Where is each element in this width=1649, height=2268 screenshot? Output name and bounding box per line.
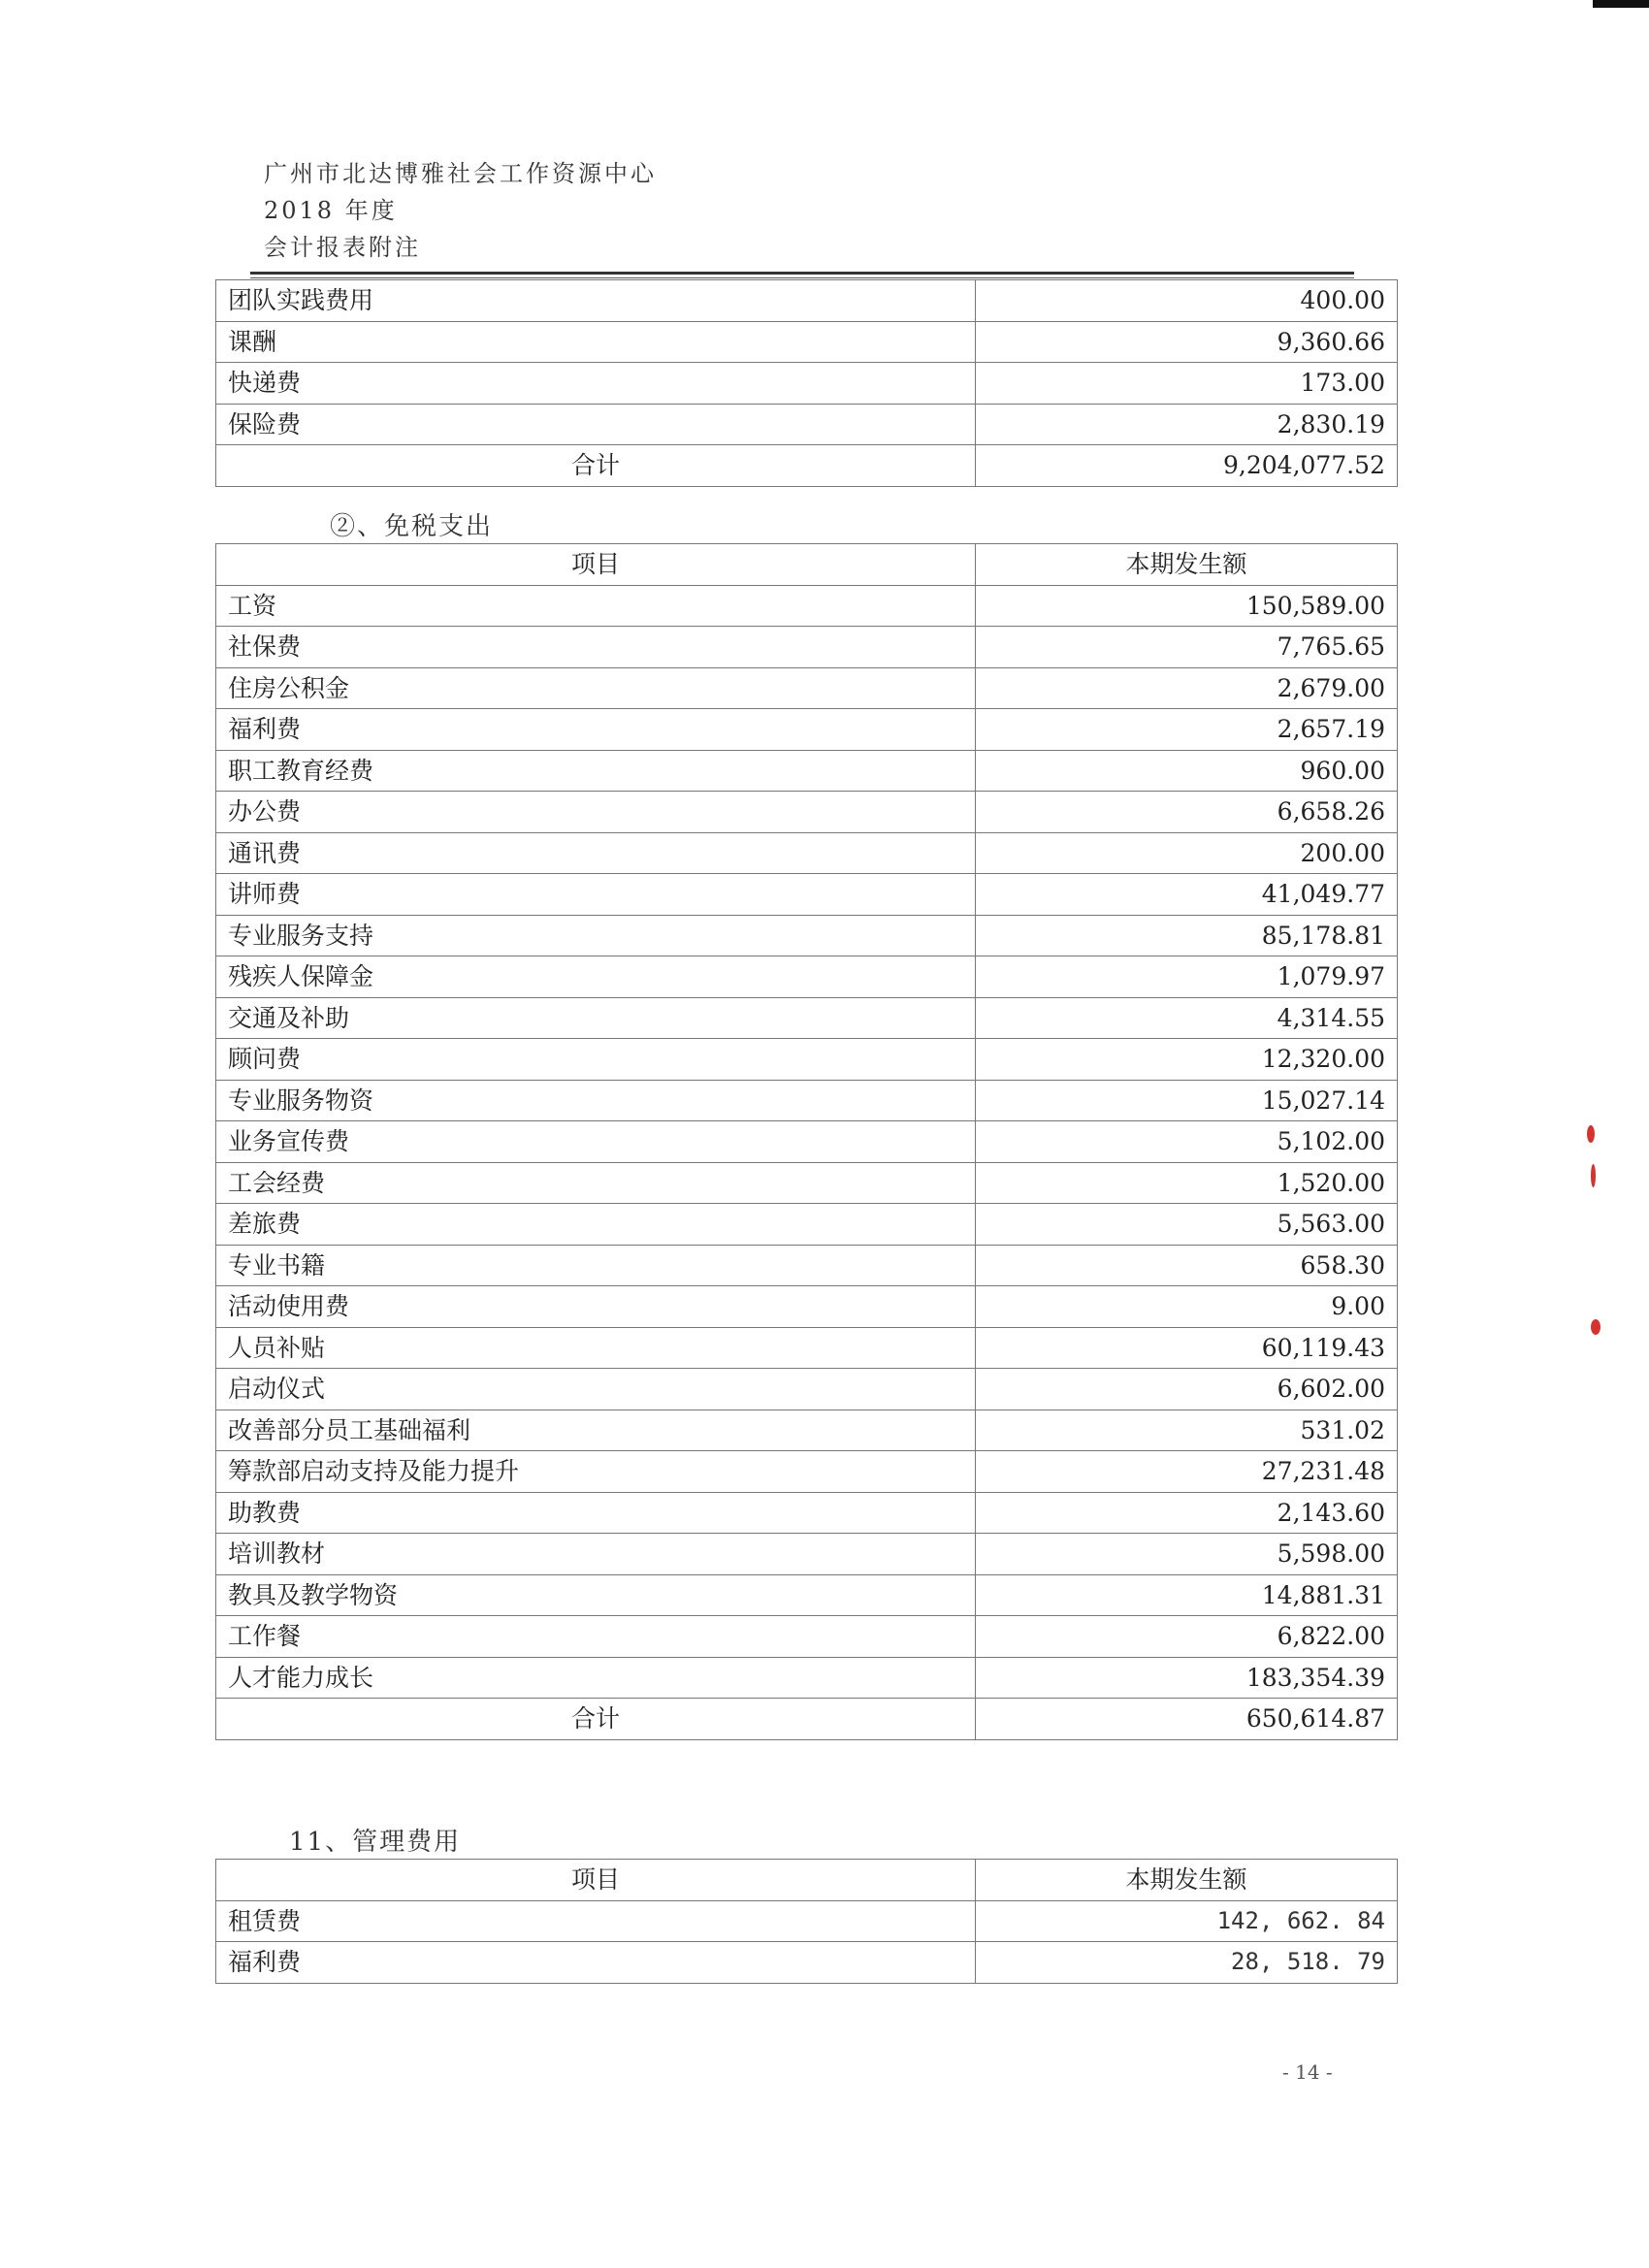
row-item: 人员补贴 bbox=[216, 1327, 976, 1369]
row-item: 福利费 bbox=[216, 709, 976, 751]
table-row bbox=[216, 1616, 1398, 1658]
table-row bbox=[216, 1369, 1398, 1410]
row-item: 改善部分员工基础福利 bbox=[216, 1409, 976, 1451]
column-header-item: 项目 bbox=[216, 1860, 976, 1901]
row-amount: 2,830.19 bbox=[976, 404, 1398, 445]
row-amount: 658.30 bbox=[976, 1245, 1398, 1286]
stamp-fragment bbox=[1587, 1125, 1595, 1143]
row-amount: 85,178.81 bbox=[976, 915, 1398, 956]
row-item: 住房公积金 bbox=[216, 667, 976, 709]
stamp-fragment bbox=[1591, 1164, 1596, 1187]
row-amount: 5,598.00 bbox=[976, 1534, 1398, 1575]
tax-exempt-expense-table bbox=[215, 543, 1398, 1740]
row-amount: 15,027.14 bbox=[976, 1080, 1398, 1121]
row-amount: 4,314.55 bbox=[976, 997, 1398, 1039]
row-amount: 27,231.48 bbox=[976, 1451, 1398, 1493]
row-amount: 6,602.00 bbox=[976, 1369, 1398, 1410]
row-amount: 1,079.97 bbox=[976, 956, 1398, 998]
page-number: - 14 - bbox=[1282, 2060, 1333, 2084]
table-row bbox=[216, 1942, 1398, 1984]
row-item: 通讯费 bbox=[216, 832, 976, 874]
row-item: 活动使用费 bbox=[216, 1286, 976, 1328]
row-amount: 183,354.39 bbox=[976, 1657, 1398, 1699]
table-row bbox=[216, 956, 1398, 998]
row-amount: 41,049.77 bbox=[976, 874, 1398, 916]
table-row bbox=[216, 997, 1398, 1039]
row-item: 职工教育经费 bbox=[216, 750, 976, 792]
table-row bbox=[216, 1451, 1398, 1493]
report-doc-title: 会计报表附注 bbox=[264, 234, 421, 261]
row-amount: 2,143.60 bbox=[976, 1492, 1398, 1534]
row-item: 福利费 bbox=[216, 1942, 976, 1984]
scan-corner-mark bbox=[1593, 0, 1649, 8]
row-item: 顾问费 bbox=[216, 1039, 976, 1081]
row-item: 专业服务物资 bbox=[216, 1080, 976, 1121]
row-amount: 28, 518. 79 bbox=[976, 1942, 1398, 1984]
table-header-row bbox=[216, 544, 1398, 586]
table-row bbox=[216, 1900, 1398, 1942]
row-amount: 6,822.00 bbox=[976, 1616, 1398, 1658]
table-row bbox=[216, 1245, 1398, 1286]
table-row bbox=[216, 1039, 1398, 1081]
table-row bbox=[216, 792, 1398, 833]
table-row bbox=[216, 1204, 1398, 1246]
row-item: 团队实践费用 bbox=[216, 280, 976, 322]
stamp-fragment bbox=[1591, 1319, 1600, 1335]
report-year: 2018 年度 bbox=[264, 197, 398, 224]
row-amount: 7,765.65 bbox=[976, 627, 1398, 668]
total-amount: 9,204,077.52 bbox=[976, 445, 1398, 487]
table-row bbox=[216, 585, 1398, 627]
row-amount: 9,360.66 bbox=[976, 321, 1398, 363]
table-row bbox=[216, 1121, 1398, 1163]
table-row bbox=[216, 915, 1398, 956]
row-amount: 12,320.00 bbox=[976, 1039, 1398, 1081]
row-amount: 6,658.26 bbox=[976, 792, 1398, 833]
row-item: 工作餐 bbox=[216, 1616, 976, 1658]
header-rule bbox=[250, 272, 1354, 275]
table-row bbox=[216, 874, 1398, 916]
row-amount: 173.00 bbox=[976, 363, 1398, 405]
management-expense-table bbox=[215, 1859, 1398, 1984]
total-label: 合计 bbox=[216, 445, 976, 487]
row-amount: 400.00 bbox=[976, 280, 1398, 322]
row-amount: 1,520.00 bbox=[976, 1162, 1398, 1204]
total-row bbox=[216, 445, 1398, 487]
row-item: 工资 bbox=[216, 585, 976, 627]
table-row bbox=[216, 750, 1398, 792]
row-item: 筹款部启动支持及能力提升 bbox=[216, 1451, 976, 1493]
table-row bbox=[216, 667, 1398, 709]
row-item: 工会经费 bbox=[216, 1162, 976, 1204]
table-row bbox=[216, 321, 1398, 363]
table-row bbox=[216, 1080, 1398, 1121]
row-amount: 200.00 bbox=[976, 832, 1398, 874]
expense-table-continued bbox=[215, 279, 1398, 487]
row-item: 业务宣传费 bbox=[216, 1121, 976, 1163]
table-row bbox=[216, 832, 1398, 874]
column-header-amount: 本期发生额 bbox=[976, 544, 1398, 586]
row-item: 残疾人保障金 bbox=[216, 956, 976, 998]
row-item: 启动仪式 bbox=[216, 1369, 976, 1410]
row-item: 教具及教学物资 bbox=[216, 1574, 976, 1616]
row-item: 办公费 bbox=[216, 792, 976, 833]
table-row bbox=[216, 1162, 1398, 1204]
column-header-item: 项目 bbox=[216, 544, 976, 586]
table-header-row bbox=[216, 1860, 1398, 1901]
row-item: 差旅费 bbox=[216, 1204, 976, 1246]
table-row bbox=[216, 1534, 1398, 1575]
table-row bbox=[216, 627, 1398, 668]
row-item: 专业服务支持 bbox=[216, 915, 976, 956]
section-title-management-expenses: 11、管理费用 bbox=[289, 1828, 462, 1857]
row-amount: 5,563.00 bbox=[976, 1204, 1398, 1246]
row-item: 讲师费 bbox=[216, 874, 976, 916]
row-amount: 142, 662. 84 bbox=[976, 1900, 1398, 1942]
row-amount: 531.02 bbox=[976, 1409, 1398, 1451]
row-amount: 2,657.19 bbox=[976, 709, 1398, 751]
table-row bbox=[216, 1492, 1398, 1534]
row-amount: 14,881.31 bbox=[976, 1574, 1398, 1616]
section-title-tax-exempt: ②、免税支出 bbox=[330, 512, 494, 541]
table-row bbox=[216, 280, 1398, 322]
row-item: 快递费 bbox=[216, 363, 976, 405]
row-item: 交通及补助 bbox=[216, 997, 976, 1039]
table-row bbox=[216, 1409, 1398, 1451]
total-row bbox=[216, 1699, 1398, 1740]
table-row bbox=[216, 1327, 1398, 1369]
column-header-amount: 本期发生额 bbox=[976, 1860, 1398, 1901]
row-item: 专业书籍 bbox=[216, 1245, 976, 1286]
row-amount: 150,589.00 bbox=[976, 585, 1398, 627]
table-row bbox=[216, 709, 1398, 751]
row-item: 社保费 bbox=[216, 627, 976, 668]
total-amount: 650,614.87 bbox=[976, 1699, 1398, 1740]
row-amount: 5,102.00 bbox=[976, 1121, 1398, 1163]
table-row bbox=[216, 1286, 1398, 1328]
table-row bbox=[216, 1574, 1398, 1616]
row-item: 保险费 bbox=[216, 404, 976, 445]
row-item: 助教费 bbox=[216, 1492, 976, 1534]
row-item: 租赁费 bbox=[216, 1900, 976, 1942]
row-amount: 9.00 bbox=[976, 1286, 1398, 1328]
row-item: 课酬 bbox=[216, 321, 976, 363]
document-header bbox=[264, 155, 657, 266]
table-row bbox=[216, 1657, 1398, 1699]
row-amount: 60,119.43 bbox=[976, 1327, 1398, 1369]
row-amount: 960.00 bbox=[976, 750, 1398, 792]
table-row bbox=[216, 363, 1398, 405]
org-name: 广州市北达博雅社会工作资源中心 bbox=[264, 160, 657, 187]
total-label: 合计 bbox=[216, 1699, 976, 1740]
row-item: 培训教材 bbox=[216, 1534, 976, 1575]
header-rule-thin bbox=[250, 277, 1354, 278]
row-amount: 2,679.00 bbox=[976, 667, 1398, 709]
row-item: 人才能力成长 bbox=[216, 1657, 976, 1699]
table-row bbox=[216, 404, 1398, 445]
